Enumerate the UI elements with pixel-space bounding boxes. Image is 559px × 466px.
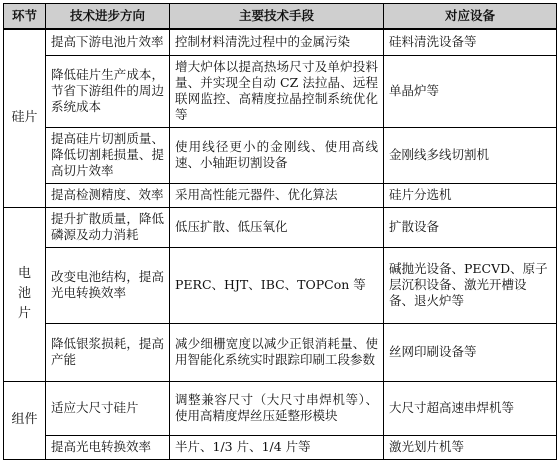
header-direction: 技术进步方向 [46,4,170,30]
direction-cell: 提高下游电池片效率 [46,29,170,55]
table-row [4,29,557,55]
equipment-cell: 大尺寸超高速串焊机等 [384,381,557,435]
direction-cell: 降低银浆损耗，提高产能 [46,323,170,381]
equipment-cell: 硅料清洗设备等 [384,29,557,55]
table-row [4,247,557,323]
direction-cell: 降低硅片生产成本，节省下游组件的周边系统成本 [46,55,170,127]
direction-cell: 适应大尺寸硅片 [46,381,170,435]
table-row [4,183,557,207]
means-cell: 调整兼容尺寸（大尺寸串焊机等）、使用高精度焊丝压延整形模块 [170,381,384,435]
segment-module: 组件 [4,381,46,459]
means-cell: 增大炉体以提高热场尺寸及单炉投料量、并实现全自动 CZ 法拉晶、远程联网监控、高精度拉晶控制系统优化等 [170,55,384,127]
table-row [4,207,557,247]
equipment-cell: 单晶炉等 [384,55,557,127]
direction-cell: 改变电池结构，提高光电转换效率 [46,247,170,323]
table-header-row [4,4,557,30]
equipment-cell: 碱抛光设备、PECVD、原子层沉积设备、激光开槽设备、退火炉等 [384,247,557,323]
direction-cell: 提高检测精度、效率 [46,183,170,207]
equipment-cell: 金刚线多线切割机 [384,127,557,183]
header-segment: 环节 [4,4,46,30]
equipment-cell: 硅片分选机 [384,183,557,207]
equipment-cell: 激光划片机等 [384,435,557,459]
equipment-cell: 丝网印刷设备等 [384,323,557,381]
direction-cell: 提高硅片切割质量、降低切割耗损量、提高切片效率 [46,127,170,183]
means-cell: 采用高性能元器件、优化算法 [170,183,384,207]
means-cell: 减少细栅宽度以减少正银消耗量、使用智能化系统实时跟踪印刷工段参数 [170,323,384,381]
header-means: 主要技术手段 [170,4,384,30]
means-cell: 半片、1/3 片、1/4 片等 [170,435,384,459]
segment-cell: 电池片 [4,207,46,381]
table-row [4,435,557,459]
direction-cell: 提升扩散质量，降低磷源及动力消耗 [46,207,170,247]
table-row [4,55,557,127]
segment-wafer: 硅片 [4,29,46,207]
table-row [4,127,557,183]
means-cell: 控制材料清洗过程中的金属污染 [170,29,384,55]
means-cell: 低压扩散、低压氧化 [170,207,384,247]
equipment-cell: 扩散设备 [384,207,557,247]
table-row [4,381,557,435]
means-cell: PERC、HJT、IBC、TOPCon 等 [170,247,384,323]
means-cell: 使用线径更小的金刚线、使用高线速、小轴距切割设备 [170,127,384,183]
table-row [4,323,557,381]
direction-cell: 提高光电转换效率 [46,435,170,459]
header-equipment: 对应设备 [384,4,557,30]
technology-table [3,3,557,460]
